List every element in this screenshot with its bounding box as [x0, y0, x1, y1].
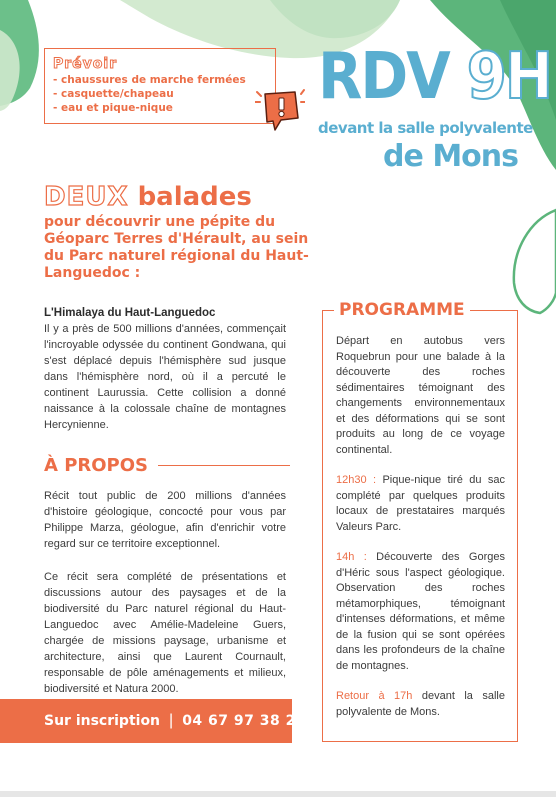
prevoir-item: - casquette/chapeau	[53, 88, 174, 100]
apropos-section	[44, 488, 286, 714]
himalaya-heading: L'Himalaya du Haut-Languedoc	[44, 307, 216, 319]
apropos-paragraph: Récit tout public de 200 millions d'années d'histoire géologique, concocté pour vous par Philippe Marza, géologue, afin d'enrichir votre regard sur ce territoire exceptionnel.	[44, 490, 286, 550]
decor-right-leaf	[500, 205, 556, 315]
phone-number[interactable]: 04 67 97 38 22	[182, 713, 307, 729]
programme-intro: Départ en autobus vers Roquebrun pour une balade à la découverte des roches sédimentaires témoignant des changements environnementaux et des déformations qui se sont produits au long de ce voyage continental.	[336, 335, 505, 456]
programme-time: 12h30 :	[336, 474, 377, 486]
rdv-time	[318, 40, 551, 114]
programme-heading: PROGRAMME	[334, 300, 470, 320]
headline-subtitle: pour découvrir une pépite du Géoparc Terres d'Hérault, au sein du Parc naturel régional du Haut-Languedoc :	[44, 214, 309, 281]
apropos-paragraph: Ce récit sera complété de présentations et discussions autour des paysages et de la biodiversité du Parc naturel régional du Haut-Languedoc avec Amélie-Madeleine Guers, chargée de missions paysage, urbanisme et architecture, ainsi que Laurent Cournault, responsable de pôle aménagements et milieux, biodiversité et Natura 2000.	[44, 571, 286, 695]
apropos-heading-row	[44, 455, 290, 476]
rdv-block	[318, 40, 551, 176]
headline-outline-word: DEUX	[44, 182, 129, 212]
himalaya-text: Il y a près de 500 millions d'années, commençait l'incroyable odyssée du continent Gondwana, qui s'est déplacé depuis l'hémisphère sud jusque dans l'hémisphère nord, où il a percuté le continent Laurussia. Cette collision a donné naissance à la colossale chaîne de montagnes Hercynienne.	[44, 323, 286, 431]
inscription-label: Sur inscription	[44, 713, 161, 729]
prevoir-item: - chaussures de marche fermées	[53, 74, 246, 86]
programme-step-text: devant la salle polyvalente de Mons.	[336, 690, 505, 718]
himalaya-section	[44, 307, 286, 433]
alert-speech-icon	[255, 86, 305, 136]
bottom-strip	[0, 791, 556, 797]
programme-time: Retour à 17h	[336, 690, 413, 702]
inscription-separator: |	[169, 712, 174, 729]
divider	[158, 465, 290, 466]
programme-step	[336, 550, 505, 674]
divider	[470, 310, 518, 311]
programme-step	[336, 689, 505, 720]
inscription-bar	[0, 699, 307, 743]
rdv-place: de Mons	[383, 139, 518, 174]
rdv-hour: 9H	[466, 40, 551, 114]
headline-title	[44, 182, 314, 212]
prevoir-title: Prévoir	[53, 56, 118, 72]
prevoir-item: - eau et pique-nique	[53, 102, 173, 114]
prevoir-box	[44, 48, 276, 124]
programme-step-text: Pique-nique tiré du sac complété par quelques produits locaux de prestataires marqués Valeurs Parc.	[336, 474, 505, 533]
rdv-label: RDV	[318, 40, 449, 114]
headline-word: balades	[128, 182, 252, 212]
programme-time: 14h :	[336, 551, 367, 563]
programme-section	[336, 334, 505, 735]
programme-heading-row	[322, 300, 518, 320]
rdv-subtitle: devant la salle polyvalente	[318, 119, 533, 137]
apropos-heading: À PROPOS	[44, 455, 149, 476]
programme-step	[336, 473, 505, 535]
headline	[44, 182, 314, 282]
programme-step-text: Découverte des Gorges d'Héric sous l'aspect géologique. Observation des roches métamorphiques, témoignant d'intenses déformations, et même de la fusion qui se sont opérées dans les profondeurs de la chaîne de montagnes.	[336, 551, 505, 672]
divider	[322, 310, 334, 311]
